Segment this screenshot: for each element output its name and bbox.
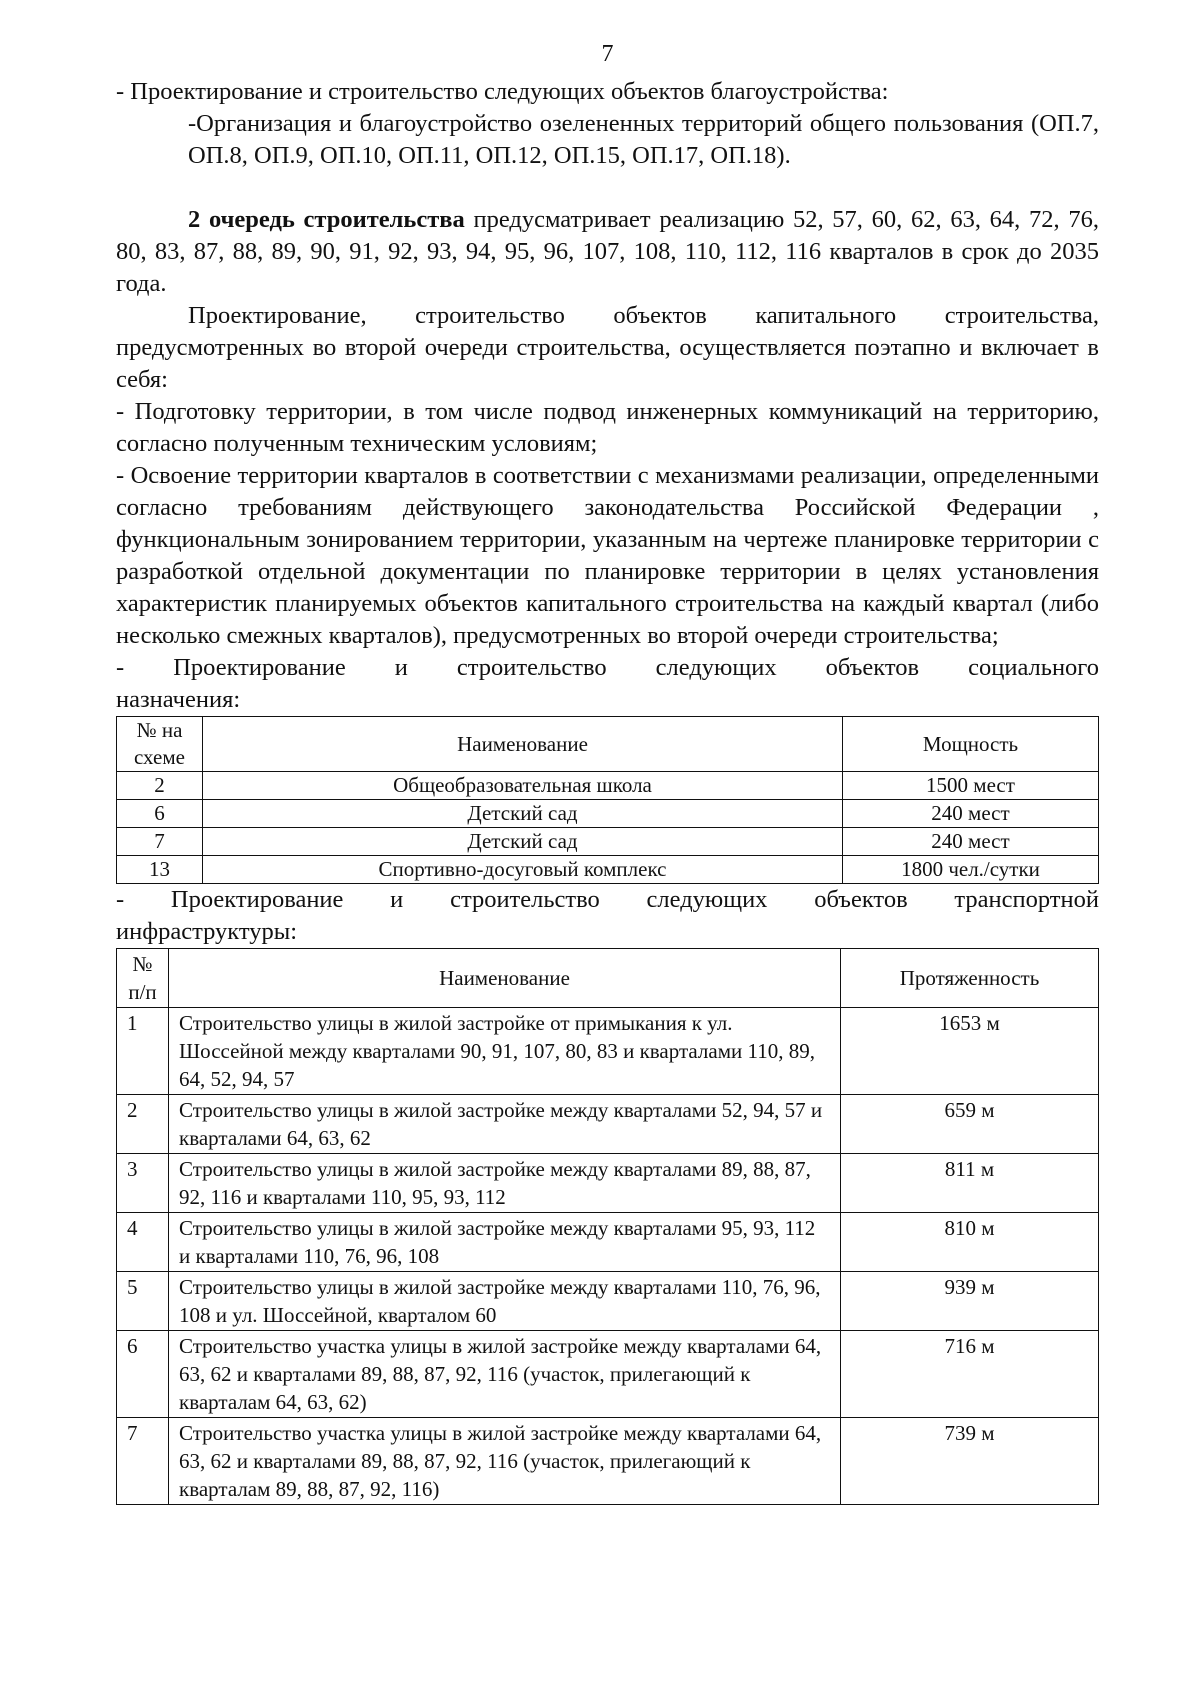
table-row — [117, 772, 1099, 800]
table-row — [117, 1095, 1099, 1154]
cell-number: 4 — [117, 1213, 169, 1272]
cell-name: Строительство улицы в жилой застройке от примыкания к ул. Шоссейной между кварталами 90, 91, 107, 80, 83 и кварталами 110, 89, 64, 52, 94, 57 — [169, 1008, 841, 1095]
cell-capacity: 240 мест — [843, 800, 1099, 828]
table-header — [117, 949, 1099, 1008]
cell-length: 810 м — [841, 1213, 1099, 1272]
cell-name: Строительство участка улицы в жилой застройке между кварталами 64, 63, 62 и кварталами 89, 88, 87, 92, 116 (участок, прилегающий к кварталам 64, 63, 62) — [169, 1331, 841, 1418]
transport-intro-line: - Проектирование и строительство следующих объектов транспортной — [116, 886, 1099, 913]
cell-capacity: 240 мест — [843, 828, 1099, 856]
cell-number: 13 — [117, 856, 203, 884]
cell-number: 6 — [117, 1331, 169, 1418]
social-table — [116, 716, 1099, 884]
cell-length: 811 м — [841, 1154, 1099, 1213]
cell-capacity: 1800 чел./сутки — [843, 856, 1099, 884]
cell-name: Спортивно-досуговый комплекс — [203, 856, 843, 884]
paragraph-p2: - Подготовку территории, в том числе подвод инженерных коммуникаций на территорию, согласно полученным техническим условиям; — [116, 398, 1099, 457]
cell-number: 1 — [117, 1008, 169, 1095]
header-cell: Протяженность — [841, 949, 1099, 1008]
cell-name: Строительство улицы в жилой застройке между кварталами 52, 94, 57 и кварталами 64, 63, 62 — [169, 1095, 841, 1154]
cell-number: 5 — [117, 1272, 169, 1331]
cell-number: 6 — [117, 800, 203, 828]
document-page — [116, 40, 1099, 1505]
table-row — [117, 800, 1099, 828]
social-intro-line: - Проектирование и строительство следующих объектов социального — [116, 654, 1099, 681]
stage2-paragraph — [116, 204, 1099, 300]
header-cell: № на схеме — [117, 717, 203, 772]
table-row — [117, 1418, 1099, 1505]
cell-name: Общеобразовательная школа — [203, 772, 843, 800]
table-row — [117, 1008, 1099, 1095]
cell-number: 7 — [117, 1418, 169, 1505]
cell-length: 716 м — [841, 1331, 1099, 1418]
transport-intro-end: инфраструктуры: — [116, 918, 298, 945]
cell-name: Строительство улицы в жилой застройке между кварталами 95, 93, 112 и кварталами 110, 76, 96, 108 — [169, 1213, 841, 1272]
stage2-text: предусматривает реализацию 52, 57, 60, 62, 63, 64, 72, 76, 80, 83, 87, 88, 89, 90, 91, 92, 93, 94, 95, 96, 107, 108, 110, 112, 116 кварталов в срок до 2035 года. — [116, 206, 1099, 297]
cell-name: Детский сад — [203, 828, 843, 856]
cell-name: Строительство улицы в жилой застройке между кварталами 110, 76, 96, 108 и ул. Шоссейной, кварталом 60 — [169, 1272, 841, 1331]
header-cell: Мощность — [843, 717, 1099, 772]
intro-line: - Проектирование и строительство следующих объектов благоустройства: — [116, 78, 889, 105]
table-header — [117, 717, 1099, 772]
intro-item: -Организация и благоустройство озелененных территорий общего пользования (ОП.7, ОП.8, ОП.9, ОП.10, ОП.11, ОП.12, ОП.15, ОП.17, ОП.18). — [188, 110, 1099, 169]
cell-number: 3 — [117, 1154, 169, 1213]
table-row — [117, 1154, 1099, 1213]
table-row — [117, 828, 1099, 856]
cell-length: 939 м — [841, 1272, 1099, 1331]
cell-length: 739 м — [841, 1418, 1099, 1505]
cell-capacity: 1500 мест — [843, 772, 1099, 800]
header-cell: Наименование — [169, 949, 841, 1008]
cell-length: 1653 м — [841, 1008, 1099, 1095]
table-row — [117, 1213, 1099, 1272]
header-cell: Наименование — [203, 717, 843, 772]
cell-name: Строительство участка улицы в жилой застройке между кварталами 64, 63, 62 и кварталами 89, 88, 87, 92, 116 (участок, прилегающий к кварталам 89, 88, 87, 92, 116) — [169, 1418, 841, 1505]
header-cell: № п/п — [117, 949, 169, 1008]
cell-length: 659 м — [841, 1095, 1099, 1154]
page-number: 7 — [601, 41, 614, 67]
table-row — [117, 856, 1099, 884]
cell-name: Детский сад — [203, 800, 843, 828]
cell-name: Строительство улицы в жилой застройке между кварталами 89, 88, 87, 92, 116 и кварталами 110, 95, 93, 112 — [169, 1154, 841, 1213]
paragraph-p1: Проектирование, строительство объектов капитального строительства, предусмотренных во второй очереди строительства, осуществляется поэтапно и включает в себя: — [116, 302, 1099, 393]
social-intro-end: назначения: — [116, 686, 241, 713]
paragraph-p3: - Освоение территории кварталов в соответствии с механизмами реализации, определенными согласно требованиям действующего законодательства Российской Федерации , функциональным зонированием территории, указанным на чертеже планировке территории с разработкой отдельной документации по планировке территории в целях установления характеристик планируемых объектов капитального строительства на каждый квартал (либо несколько смежных кварталов), предусмотренных во второй очереди строительства; — [116, 462, 1099, 649]
table-row — [117, 1331, 1099, 1418]
cell-number: 2 — [117, 772, 203, 800]
stage2-heading: 2 очередь строительства — [188, 206, 465, 233]
transport-table — [116, 948, 1099, 1505]
cell-number: 2 — [117, 1095, 169, 1154]
cell-number: 7 — [117, 828, 203, 856]
table-row — [117, 1272, 1099, 1331]
